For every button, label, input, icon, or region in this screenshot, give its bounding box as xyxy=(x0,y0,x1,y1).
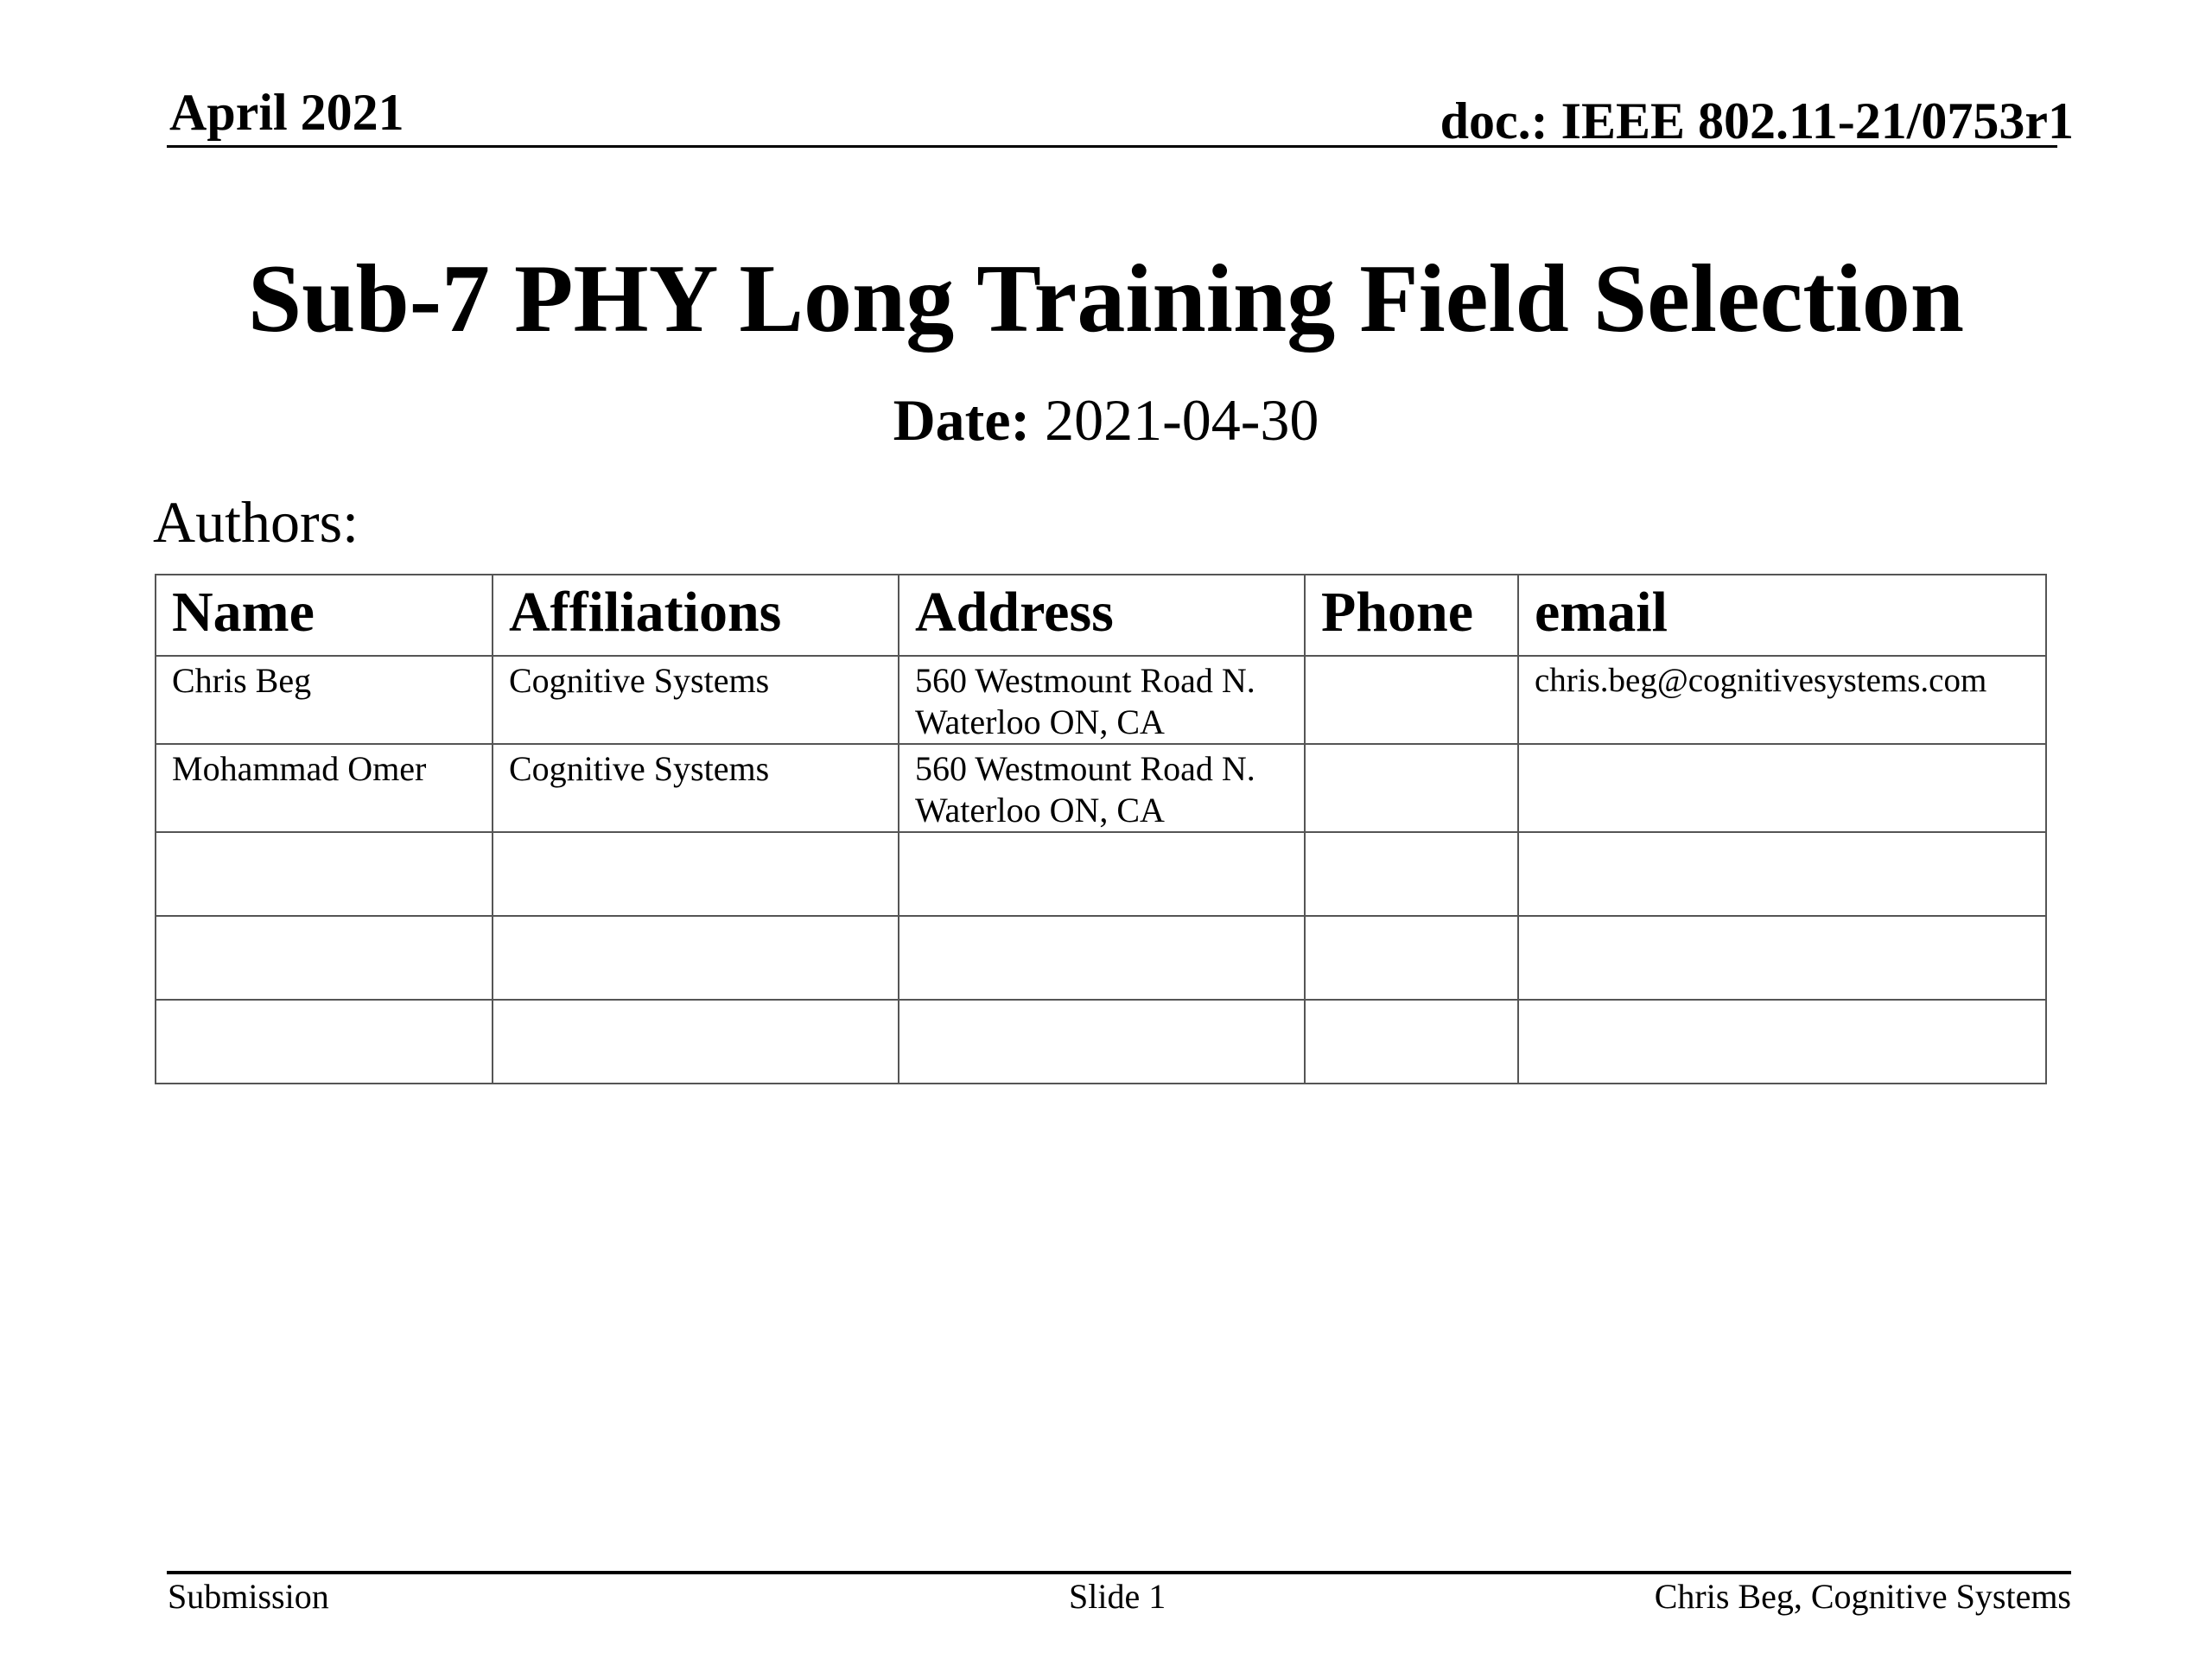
date-line xyxy=(0,387,2212,453)
column-header-address: Address xyxy=(899,575,1305,656)
authors-label: Authors: xyxy=(153,489,359,555)
slide-title: Sub-7 PHY Long Training Field Selection xyxy=(247,245,1965,353)
cell-address xyxy=(899,916,1305,1000)
header-doc-id: doc.: IEEE 802.11-21/0753r1 xyxy=(1440,92,2074,149)
cell-email xyxy=(1518,916,2046,1000)
cell-name xyxy=(156,916,493,1000)
header-date: April 2021 xyxy=(169,84,404,141)
cell-email xyxy=(1518,1000,2046,1084)
cell-name xyxy=(156,1000,493,1084)
column-header-phone: Phone xyxy=(1305,575,1518,656)
cell-email xyxy=(1518,832,2046,916)
cell-affiliation: Cognitive Systems xyxy=(493,744,899,832)
cell-phone xyxy=(1305,656,1518,744)
footer-divider xyxy=(167,1571,2071,1574)
cell-name: Chris Beg xyxy=(156,656,493,744)
cell-address xyxy=(899,832,1305,916)
table-row xyxy=(156,656,2046,744)
cell-affiliation xyxy=(493,832,899,916)
date-label: Date: xyxy=(893,387,1031,453)
column-header-name: Name xyxy=(156,575,493,656)
cell-phone xyxy=(1305,916,1518,1000)
cell-name xyxy=(156,832,493,916)
table-header-row xyxy=(156,575,2046,656)
column-header-email: email xyxy=(1518,575,2046,656)
cell-address: 560 Westmount Road N. Waterloo ON, CA xyxy=(899,744,1305,832)
table-row xyxy=(156,744,2046,832)
table-row xyxy=(156,832,2046,916)
table-row xyxy=(156,1000,2046,1084)
column-header-affiliations: Affiliations xyxy=(493,575,899,656)
footer-slide-number: Slide 1 xyxy=(1069,1577,1166,1616)
footer-author: Chris Beg, Cognitive Systems xyxy=(1654,1577,2071,1616)
footer-submission: Submission xyxy=(168,1577,329,1616)
cell-phone xyxy=(1305,1000,1518,1084)
cell-email xyxy=(1518,744,2046,832)
cell-affiliation xyxy=(493,916,899,1000)
cell-phone xyxy=(1305,832,1518,916)
cell-phone xyxy=(1305,744,1518,832)
cell-address: 560 Westmount Road N. Waterloo ON, CA xyxy=(899,656,1305,744)
cell-address xyxy=(899,1000,1305,1084)
authors-table xyxy=(155,574,2047,1084)
cell-affiliation xyxy=(493,1000,899,1084)
header-divider xyxy=(167,145,2057,148)
table-row xyxy=(156,916,2046,1000)
cell-name: Mohammad Omer xyxy=(156,744,493,832)
cell-email: chris.beg@cognitivesystems.com xyxy=(1518,656,2046,744)
cell-affiliation: Cognitive Systems xyxy=(493,656,899,744)
date-value: 2021-04-30 xyxy=(1030,387,1319,453)
